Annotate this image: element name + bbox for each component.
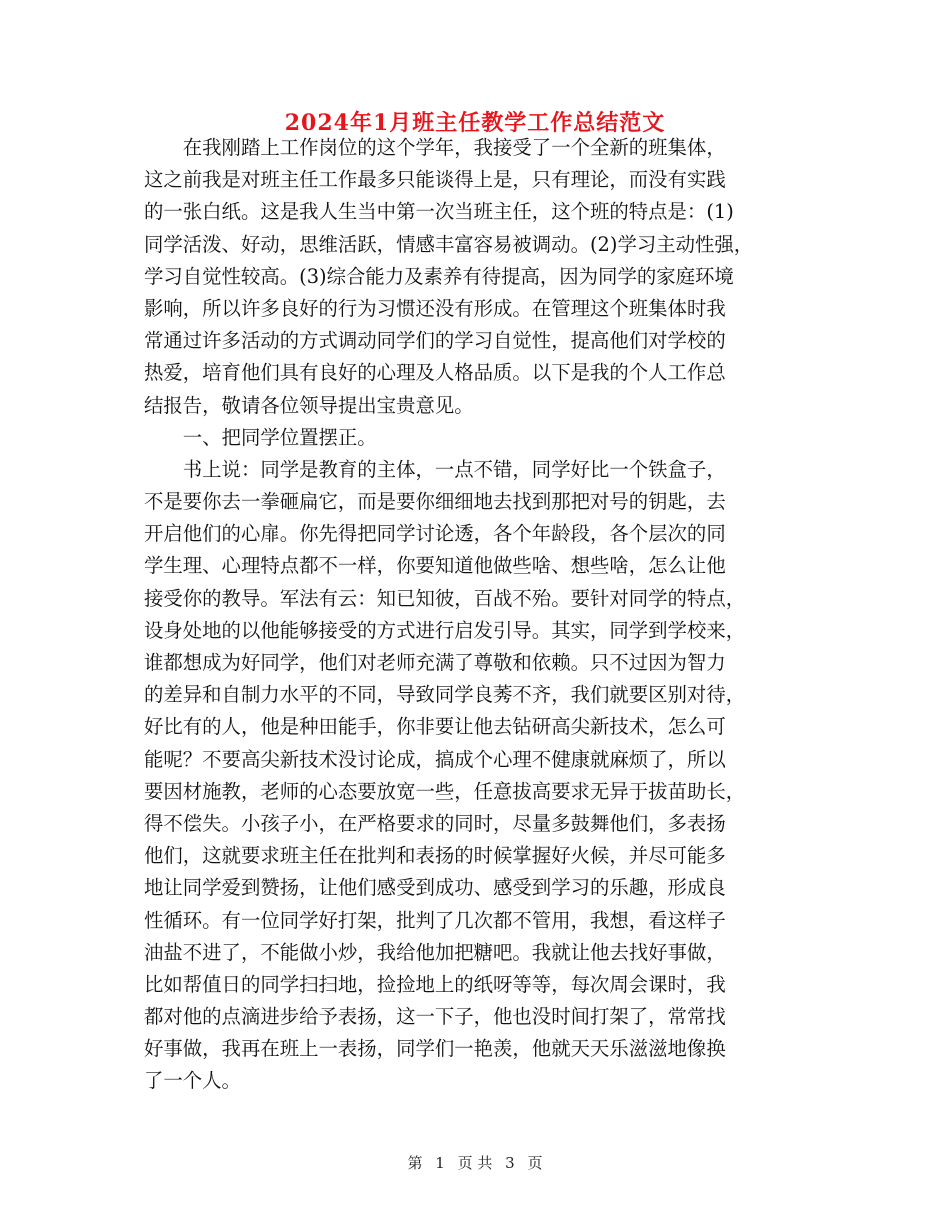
text-line: 能呢？不要高尖新技术没讨论成，搞成个心理不健康就麻烦了，所以 — [144, 747, 726, 771]
text-line: 地让同学爱到赞扬，让他们感受到成功、感受到学习的乐趣，形成良 — [144, 876, 726, 900]
footer-total-pages: 3 — [505, 1154, 515, 1172]
text-line: 他们，这就要求班主任在批判和表扬的时候掌握好火候，并尽可能多 — [144, 844, 726, 868]
text-line: 学习自觉性较高。(3)综合能力及素养有待提高，因为同学的家庭环境 — [144, 264, 734, 288]
text-line: 了一个人。 — [144, 1069, 241, 1093]
text-line: 油盐不进了，不能做小炒，我给他加把糖吧。我就让他去找好事做， — [144, 940, 726, 964]
text-line: 常通过许多活动的方式调动同学们的学习自觉性，提高他们对学校的 — [144, 329, 726, 353]
text-line: 性循环。有一位同学好打架，批判了几次都不管用，我想，看这样子 — [144, 908, 726, 932]
footer-page-number: 1 — [435, 1154, 445, 1172]
text-line: 比如帮值日的同学扫扫地，捡捡地上的纸呀等等，每次周会课时，我 — [144, 972, 726, 996]
text-line: 都对他的点滴进步给予表扬，这一下子，他也没时间打架了，常常找 — [144, 1005, 726, 1029]
text-line: 谁都想成为好同学，他们对老师充满了尊敬和依赖。只不过因为智力 — [144, 651, 726, 674]
footer-mid: 页 共 — [457, 1154, 493, 1172]
text-line: 不是要你去一拳砸扁它，而是要你细细地去找到那把对号的钥匙，去 — [144, 490, 726, 514]
footer-prefix: 第 — [407, 1154, 423, 1172]
text-line: 的一张白纸。这是我人生当中第一次当班主任，这个班的特点是：(1) — [144, 200, 734, 224]
text-line: 同学活泼、好动，思维活跃，情感丰富容易被调动。(2)学习主动性强， — [144, 232, 754, 256]
text-line: 结报告，敬请各位领导提出宝贵意见。 — [144, 393, 474, 417]
text-line: 这之前我是对班主任工作最多只能谈得上是，只有理论，而没有实践 — [144, 168, 726, 192]
text-line: 的差异和自制力水平的不同，导致同学良莠不齐，我们就要区别对待， — [144, 683, 746, 707]
document-body — [144, 132, 810, 1098]
text-line: 一、把同学位置摆正。 — [144, 425, 377, 449]
document-title: 2024年1月班主任教学工作总结范文 — [284, 110, 666, 136]
text-line: 开启他们的心扉。你先得把同学讨论透，各个年龄段，各个层次的同 — [144, 522, 726, 546]
text-line: 热爱，培育他们具有良好的心理及人格品质。以下是我的个人工作总 — [144, 361, 726, 385]
text-line: 学生理、心理特点都不一样，你要知道他做些啥、想些啥，怎么让他 — [144, 554, 726, 578]
text-line: 要因材施教，老师的心态要放宽一些，任意拔高要求无异于拔苗助长， — [144, 779, 746, 803]
text-line: 设身处地的以他能够接受的方式进行启发引导。其实，同学到学校来， — [144, 618, 746, 642]
text-line: 影响，所以许多良好的行为习惯还没有形成。在管理这个班集体时我 — [144, 296, 726, 320]
footer-suffix: 页 — [527, 1154, 543, 1172]
text-line: 好比有的人，他是种田能手，你非要让他去钻研高尖新技术，怎么可 — [144, 715, 726, 739]
text-line: 接受你的教导。军法有云：知已知彼，百战不殆。要针对同学的特点， — [144, 586, 746, 610]
text-line: 得不偿失。小孩子小，在严格要求的同时，尽量多鼓舞他们，多表扬 — [144, 811, 726, 835]
text-line: 在我刚踏上工作岗位的这个学年，我接受了一个全新的班集体， — [144, 136, 726, 159]
text-line: 好事做，我再在班上一表扬，同学们一艳羡，他就天天乐滋滋地像换 — [144, 1037, 726, 1061]
text-line: 书上说：同学是教育的主体，一点不错，同学好比一个铁盒子， — [144, 457, 726, 481]
page-footer — [0, 1152, 950, 1174]
